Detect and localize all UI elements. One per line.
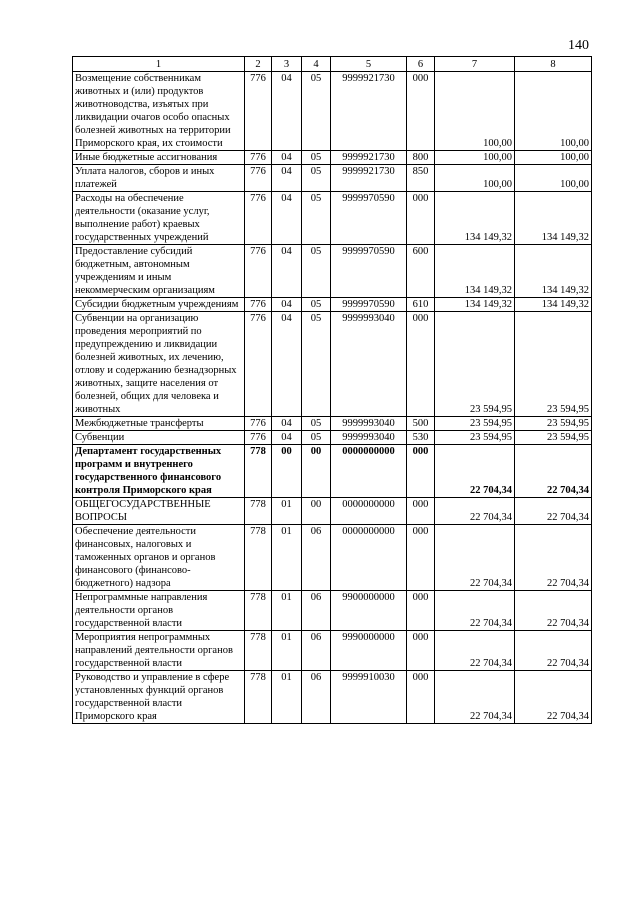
row-ministry-code: 776 [245,245,272,298]
row-amount-col7: 23 594,95 [435,431,515,445]
row-amount-col8: 23 594,95 [515,312,592,417]
column-header-3: 3 [272,57,302,72]
row-section-code: 04 [272,72,302,151]
budget-table [72,56,592,724]
row-ministry-code: 776 [245,417,272,431]
row-amount-col7: 100,00 [435,72,515,151]
row-name: Непрограммные направления деятельности органов государственной власти [73,591,245,631]
row-subsection-code: 06 [302,631,331,671]
row-subsection-code: 05 [302,312,331,417]
row-subsection-code: 00 [302,445,331,498]
table-row [73,151,592,165]
row-expense-type: 000 [407,445,435,498]
table-row [73,671,592,724]
row-name: Обеспечение деятельности финансовых, налоговых и таможенных органов и органов финансового (финансово-бюджетного) надзора [73,525,245,591]
row-name: Департамент государственных программ и внутреннего государственного финансового контроля Приморского края [73,445,245,498]
row-expense-type: 000 [407,631,435,671]
table-row [73,192,592,245]
row-name: Субсидии бюджетным учреждениям [73,298,245,312]
row-ministry-code: 778 [245,445,272,498]
row-subsection-code: 00 [302,498,331,525]
row-amount-col7: 100,00 [435,151,515,165]
table-row [73,245,592,298]
table-row [73,498,592,525]
row-ministry-code: 778 [245,671,272,724]
row-amount-col7: 100,00 [435,165,515,192]
row-target-code: 9999993040 [331,312,407,417]
row-ministry-code: 776 [245,165,272,192]
table-row [73,165,592,192]
table-row [73,591,592,631]
row-amount-col7: 134 149,32 [435,192,515,245]
row-target-code: 0000000000 [331,525,407,591]
table-header-row [73,57,592,72]
row-ministry-code: 776 [245,192,272,245]
row-amount-col8: 22 704,34 [515,498,592,525]
table-row [73,417,592,431]
row-amount-col8: 100,00 [515,72,592,151]
row-section-code: 01 [272,525,302,591]
row-amount-col7: 22 704,34 [435,591,515,631]
row-target-code: 0000000000 [331,445,407,498]
row-ministry-code: 778 [245,591,272,631]
row-subsection-code: 06 [302,525,331,591]
row-expense-type: 850 [407,165,435,192]
row-name: Возмещение собственникам животных и (или) продуктов животноводства, изъятых при ликвидации очагов особо опасных болезней животных на территории Приморского края, их стоимости [73,72,245,151]
row-expense-type: 610 [407,298,435,312]
row-ministry-code: 776 [245,312,272,417]
column-header-5: 5 [331,57,407,72]
table-row [73,445,592,498]
row-target-code: 9900000000 [331,591,407,631]
row-subsection-code: 06 [302,671,331,724]
row-target-code: 9990000000 [331,631,407,671]
row-expense-type: 000 [407,312,435,417]
table-row [73,312,592,417]
row-ministry-code: 776 [245,151,272,165]
row-amount-col7: 22 704,34 [435,445,515,498]
table-row [73,298,592,312]
row-section-code: 01 [272,591,302,631]
row-target-code: 9999921730 [331,165,407,192]
row-amount-col8: 22 704,34 [515,445,592,498]
row-section-code: 04 [272,245,302,298]
row-expense-type: 000 [407,591,435,631]
row-target-code: 9999910030 [331,671,407,724]
row-name: Иные бюджетные ассигнования [73,151,245,165]
row-section-code: 04 [272,192,302,245]
column-header-7: 7 [435,57,515,72]
row-target-code: 9999970590 [331,192,407,245]
column-header-2: 2 [245,57,272,72]
row-target-code: 9999970590 [331,245,407,298]
row-subsection-code: 05 [302,417,331,431]
row-amount-col7: 22 704,34 [435,671,515,724]
row-subsection-code: 05 [302,245,331,298]
row-expense-type: 530 [407,431,435,445]
row-ministry-code: 776 [245,72,272,151]
table-row [73,431,592,445]
row-amount-col8: 22 704,34 [515,631,592,671]
row-name: Руководство и управление в сфере установленных функций органов государственной власти Приморского края [73,671,245,724]
row-amount-col8: 22 704,34 [515,525,592,591]
row-expense-type: 000 [407,72,435,151]
row-amount-col8: 22 704,34 [515,591,592,631]
row-target-code: 9999993040 [331,417,407,431]
row-name: ОБЩЕГОСУДАРСТВЕННЫЕ ВОПРОСЫ [73,498,245,525]
row-ministry-code: 776 [245,431,272,445]
row-section-code: 01 [272,498,302,525]
row-amount-col7: 22 704,34 [435,525,515,591]
row-expense-type: 000 [407,671,435,724]
row-amount-col7: 134 149,32 [435,298,515,312]
row-expense-type: 800 [407,151,435,165]
table-row [73,525,592,591]
row-section-code: 00 [272,445,302,498]
row-subsection-code: 05 [302,298,331,312]
row-amount-col8: 22 704,34 [515,671,592,724]
row-section-code: 01 [272,671,302,724]
row-amount-col8: 134 149,32 [515,245,592,298]
row-subsection-code: 05 [302,431,331,445]
row-subsection-code: 06 [302,591,331,631]
row-amount-col7: 22 704,34 [435,498,515,525]
row-expense-type: 000 [407,498,435,525]
row-expense-type: 500 [407,417,435,431]
row-amount-col7: 22 704,34 [435,631,515,671]
column-header-6: 6 [407,57,435,72]
row-ministry-code: 778 [245,525,272,591]
row-section-code: 04 [272,431,302,445]
row-name: Расходы на обеспечение деятельности (оказание услуг, выполнение работ) краевых государственных учреждений [73,192,245,245]
row-subsection-code: 05 [302,165,331,192]
row-expense-type: 600 [407,245,435,298]
table-row [73,72,592,151]
column-header-8: 8 [515,57,592,72]
row-section-code: 04 [272,151,302,165]
row-target-code: 9999993040 [331,431,407,445]
row-ministry-code: 778 [245,498,272,525]
row-expense-type: 000 [407,525,435,591]
column-header-1: 1 [73,57,245,72]
row-amount-col8: 23 594,95 [515,431,592,445]
row-section-code: 04 [272,417,302,431]
row-amount-col7: 23 594,95 [435,312,515,417]
row-target-code: 9999970590 [331,298,407,312]
row-subsection-code: 05 [302,192,331,245]
row-subsection-code: 05 [302,72,331,151]
column-header-4: 4 [302,57,331,72]
row-amount-col8: 100,00 [515,151,592,165]
row-amount-col8: 23 594,95 [515,417,592,431]
row-name: Уплата налогов, сборов и иных платежей [73,165,245,192]
row-amount-col8: 134 149,32 [515,298,592,312]
row-section-code: 04 [272,312,302,417]
row-section-code: 04 [272,298,302,312]
table-body [73,57,592,724]
row-name: Межбюджетные трансферты [73,417,245,431]
row-amount-col8: 100,00 [515,165,592,192]
row-ministry-code: 778 [245,631,272,671]
row-target-code: 9999921730 [331,151,407,165]
page-number: 140 [568,38,589,53]
row-name: Субвенции [73,431,245,445]
row-name: Предоставление субсидий бюджетным, автономным учреждениям и иным некоммерческим организациям [73,245,245,298]
row-section-code: 01 [272,631,302,671]
row-target-code: 9999921730 [331,72,407,151]
row-expense-type: 000 [407,192,435,245]
row-amount-col7: 23 594,95 [435,417,515,431]
row-amount-col8: 134 149,32 [515,192,592,245]
row-name: Мероприятия непрограммных направлений деятельности органов государственной власти [73,631,245,671]
row-amount-col7: 134 149,32 [435,245,515,298]
row-subsection-code: 05 [302,151,331,165]
row-ministry-code: 776 [245,298,272,312]
row-section-code: 04 [272,165,302,192]
table-row [73,631,592,671]
row-name: Субвенции на организацию проведения мероприятий по предупреждению и ликвидации болезней животных, их лечению, отлову и содержанию безнадзорных животных, защите населения от болезней, общих для человека и животных [73,312,245,417]
row-target-code: 0000000000 [331,498,407,525]
